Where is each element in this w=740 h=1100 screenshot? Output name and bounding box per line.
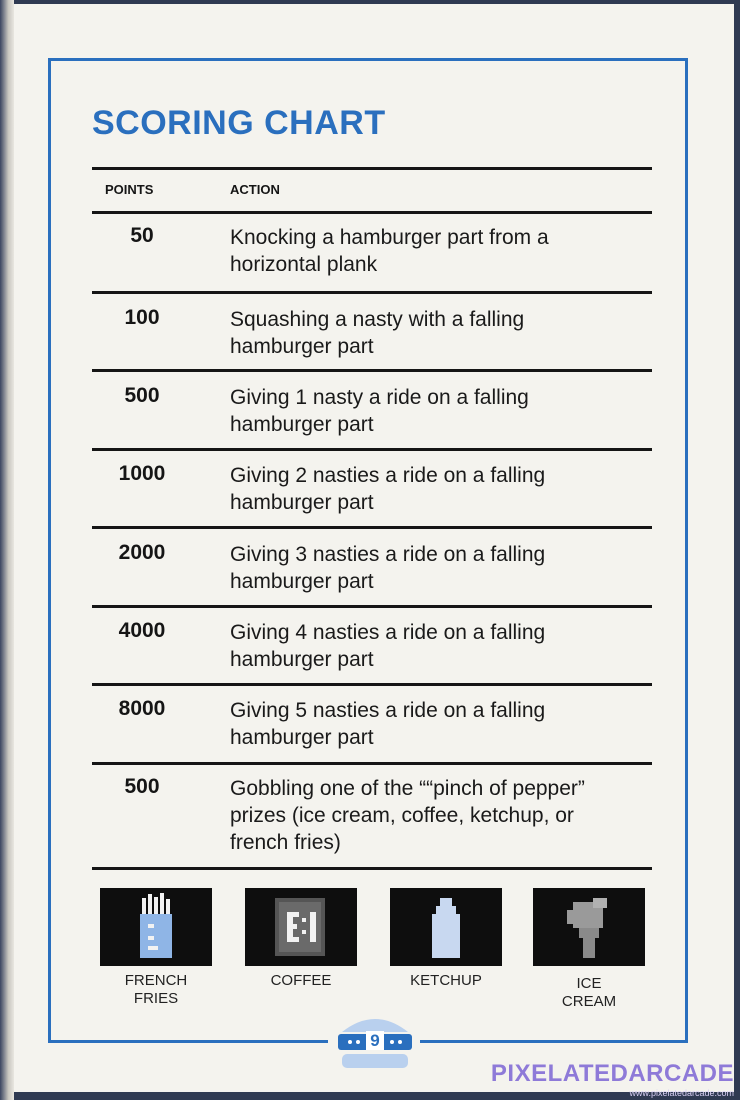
table-rule — [92, 683, 652, 686]
prize-label-french-fries: FRENCH FRIES — [124, 972, 188, 1007]
coffee-icon — [245, 888, 357, 966]
header-points: POINTS — [105, 182, 154, 197]
ketchup-icon — [390, 888, 502, 966]
table-rule — [92, 762, 652, 765]
table-rule — [92, 867, 652, 870]
french-fries-tile — [100, 888, 212, 966]
table-rule — [92, 526, 652, 529]
row-points: 500 — [124, 384, 160, 407]
french-fries-icon — [100, 888, 212, 966]
frame-bottom-left — [48, 1040, 328, 1043]
row-action: Giving 5 nasties a ride on a falling hamburger part — [230, 699, 546, 749]
table-rule — [92, 291, 652, 294]
header-action: ACTION — [230, 182, 280, 197]
row-action: Squashing a nasty with a falling hamburger part — [230, 308, 525, 358]
watermark — [491, 1060, 734, 1098]
ice-cream-tile — [533, 888, 645, 966]
row-action: Giving 2 nasties a ride on a falling hamburger part — [230, 464, 546, 514]
page-number: 9 — [332, 1031, 418, 1051]
table-rule — [92, 605, 652, 608]
table-rule — [92, 448, 652, 451]
row-points: 8000 — [118, 697, 166, 720]
ice-cream-icon — [533, 888, 645, 966]
watermark-logo: PIXELATEDARCADE — [490, 1060, 734, 1087]
row-points: 2000 — [118, 541, 166, 564]
prize-label-ketchup: KETCHUP — [410, 972, 482, 989]
row-points: 50 — [130, 224, 154, 247]
row-points: 4000 — [118, 619, 166, 642]
row-action: Giving 3 nasties a ride on a falling hamburger part — [230, 543, 546, 593]
row-action: Giving 4 nasties a ride on a falling hamburger part — [230, 621, 546, 671]
ketchup-tile — [390, 888, 502, 966]
row-points: 500 — [124, 775, 160, 798]
booklet-binding — [0, 0, 14, 1100]
frame-bottom-right — [420, 1040, 687, 1043]
watermark-url: www.pixelatedarcade.com — [629, 1088, 734, 1098]
row-points: 100 — [124, 306, 160, 329]
row-action: Gobbling one of the ““pinch of pepper” prizes (ice cream, coffee, ketchup, or french fries) — [230, 777, 585, 854]
prize-label-coffee: COFFEE — [270, 972, 332, 989]
row-action: Knocking a hamburger part from a horizontal plank — [230, 226, 549, 276]
page-title: SCORING CHART — [92, 104, 386, 142]
table-rule — [92, 167, 652, 170]
coffee-tile — [245, 888, 357, 966]
table-rule — [92, 369, 652, 372]
row-points: 1000 — [118, 462, 166, 485]
prize-label-ice-cream: ICE CREAM — [561, 975, 617, 1010]
table-rule — [92, 211, 652, 214]
row-action: Giving 1 nasty a ride on a falling hamburger part — [230, 386, 529, 436]
